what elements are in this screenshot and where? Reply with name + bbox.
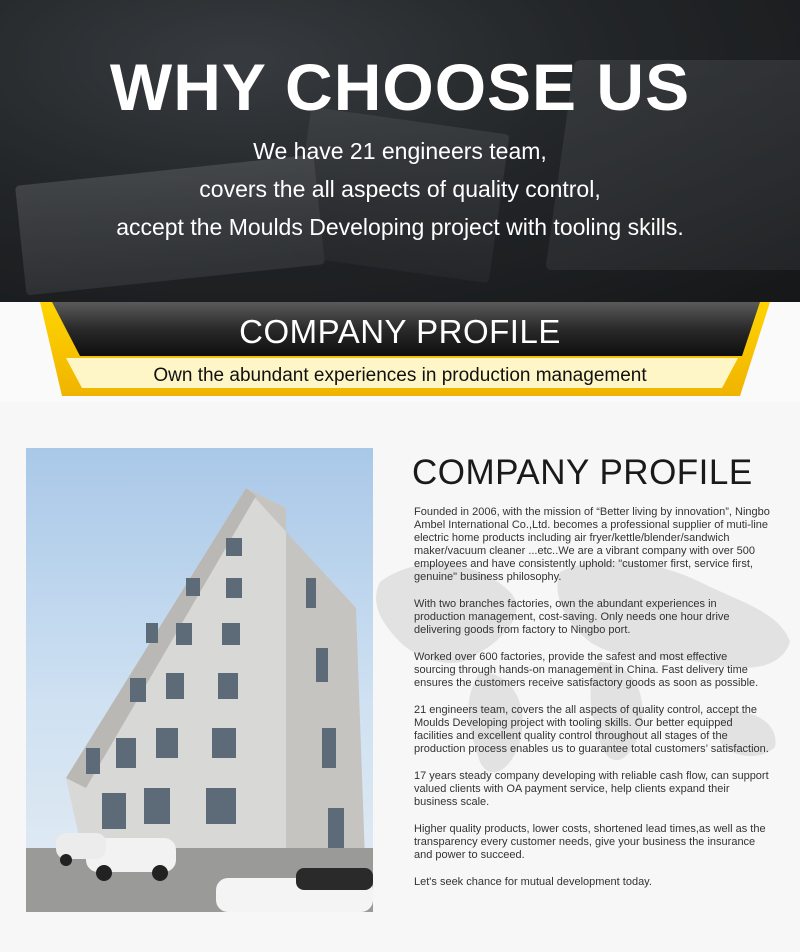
banner-title: COMPANY PROFILE	[239, 313, 561, 350]
profile-paragraph: Let's seek chance for mutual development today.	[414, 876, 652, 888]
company-profile-banner	[0, 302, 800, 402]
hero-line: We have 21 engineers team,	[253, 138, 547, 164]
profile-paragraph: Worked over 600 factories, provide the safest and most effective sourcing through hands-on management in China. Fast delivery time ensures the customers receive satisfactory goods as soon as possible.	[414, 651, 759, 689]
hero-line: accept the Moulds Developing project with tooling skills.	[116, 214, 684, 240]
profile-paragraph: Founded in 2006, with the mission of “Better living by innovation”, Ningbo Ambel International Co.,Ltd. becomes a professional supplier of muti-line electric home products including air fryer/kettle/blender/sandwich maker/vacuum cleaner ...etc..We are a vibrant company with over 500 employees and have consistently uphold: "customer first, service first, genuine" business philosophy.	[414, 506, 770, 583]
profile-paragraph: 17 years steady company developing with reliable cash flow, can support valued clients with OA payment service, help clients expand their business scale.	[414, 770, 769, 808]
profile-title: COMPANY PROFILE	[412, 453, 753, 492]
banner-subtitle: Own the abundant experiences in production management	[153, 365, 647, 386]
profile-paragraph: 21 engineers team, covers the all aspects of quality control, accept the Moulds Developing project with tooling skills. Our better equipped facilities and excellent quality control throughout all stages of the production process enables us to guarantee total customers’ satisfaction.	[414, 704, 769, 755]
company-building-photo	[26, 448, 373, 912]
hero-title: WHY CHOOSE US	[109, 50, 691, 124]
profile-paragraph: With two branches factories, own the abundant experiences in production management, cost-saving. Only needs one hour drive delivering goods from factory to Ningbo port.	[414, 598, 730, 636]
hero-line: covers the all aspects of quality control,	[199, 176, 601, 202]
hero-description	[0, 132, 800, 246]
hero-section	[0, 0, 800, 302]
profile-paragraph: Higher quality products, lower costs, shortened lead times,as well as the transparency every customer needs, give your business the insurance and power to succeed.	[414, 823, 766, 861]
profile-section	[0, 402, 800, 952]
profile-body	[414, 506, 770, 903]
